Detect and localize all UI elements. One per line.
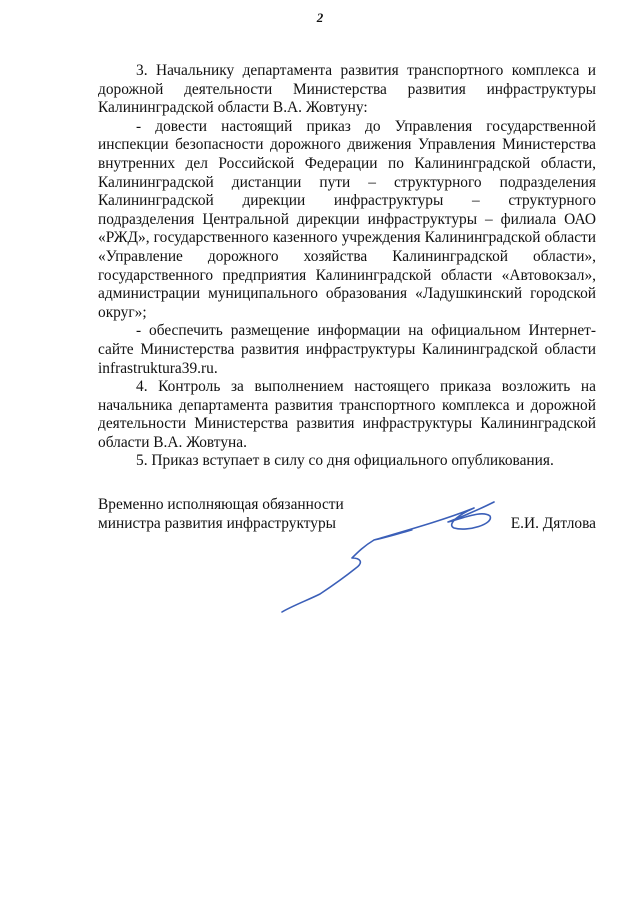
signatory-name: Е.И. Дятлова — [510, 514, 596, 532]
paragraph-5: 5. Приказ вступает в силу со дня официального опубликования. — [136, 452, 554, 470]
signatory-title-line1: Временно исполняющая обязанности — [98, 496, 344, 513]
handwritten-signature — [268, 488, 528, 618]
signatory-title-line2: министра развития инфраструктуры — [98, 514, 336, 532]
paragraph-3: 3. Начальнику департамента развития транспортного комплекса и дорожной деятельности Министерства развития инфраструктуры Калининградской области В.А. Жовтуну: — [98, 62, 596, 117]
document-body — [98, 62, 596, 471]
paragraph-3-bullet-publish: - обеспечить размещение информации на официальном Интернет-сайте Министерства развития инфраструктуры Калининградской области infrastruktura39.ru. — [98, 322, 596, 377]
paragraph-4: 4. Контроль за выполнением настоящего приказа возложить на начальника департамента развития транспортного комплекса и дорожной деятельности Министерства развития инфраструктуры Калининградской области В.А. Жовтуна. — [98, 378, 596, 451]
paragraph-3-bullet-notify: - довести настоящий приказ до Управления государственной инспекции безопасности дорожного движения Управления Министерства внутренних дел Российской Федерации по Калининградской области, Калининградской дистанции пути – структурного подразделения Калининградской дирекции инфраструктуры – структурного подразделения Центральной дирекции инфраструктуры – филиала ОАО «РЖД», государственного казенного учреждения Калининградской области «Управление дорожного хозяйства Калининградской области», государственного предприятия Калининградской области «Автовокзал», администрации муниципального образования «Ладушкинский городской округ»; — [98, 117, 596, 321]
page-number: 2 — [316, 10, 324, 25]
